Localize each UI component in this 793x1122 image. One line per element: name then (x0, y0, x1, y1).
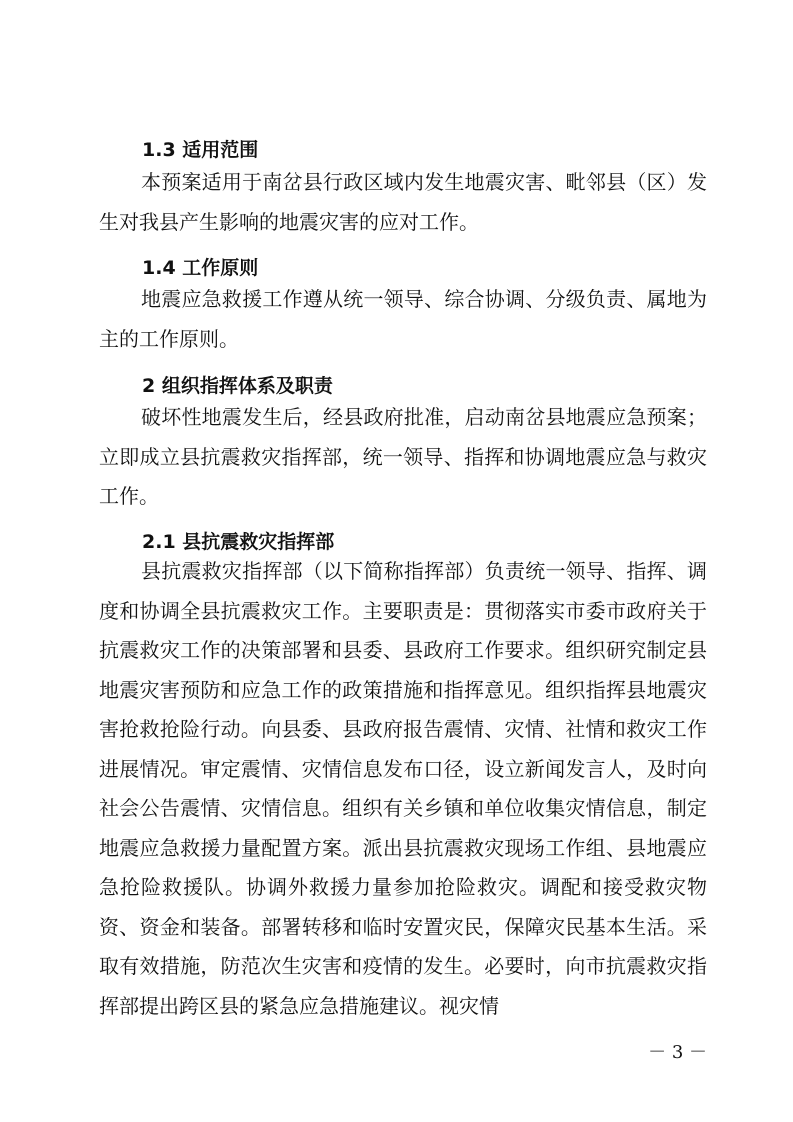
section-body-1-3: 本预案适用于南岔县行政区域内发生地震灾害、毗邻县（区）发生对我县产生影响的地震灾害的应对工作。 (99, 170, 707, 234)
section-body-2: 破坏性地震发生后，经县政府批准，启动南岔县地震应急预案；立即成立县抗震救灾指挥部，统一领导、指挥和协调地震应急与救灾工作。 (99, 405, 707, 508)
section-body-1-4: 地震应急救援工作遵从统一领导、综合协调、分级负责、属地为主的工作原则。 (99, 287, 707, 351)
section-body-2-1: 县抗震救灾指挥部（以下简称指挥部）负责统一领导、指挥、调度和协调全县抗震救灾工作。主要职责是：贯彻落实市委市政府关于抗震救灾工作的决策部署和县委、县政府工作要求。组织研究制定县地震灾害预防和应急工作的政策措施和指挥意见。组织指挥县地震灾害抢救抢险行动。向县委、县政府报告震情、灾情、社情和救灾工作进展情况。审定震情、灾情信息发布口径，设立新闻发言人，及时向社会公告震情、灾情信息。组织有关乡镇和单位收集灾情信息，制定地震应急救援力量配置方案。派出县抗震救灾现场工作组、县地震应急抢险救援队。协调外救援力量参加抢险救灾。调配和接受救灾物资、资金和装备。部署转移和临时安置灾民，保障灾民基本生活。采取有效措施，防范次生灾害和疫情的发生。必要时，向市抗震救灾指挥部提出跨区县的紧急应急措施建议。视灾情 (99, 559, 707, 1018)
section-heading-2: 2 组织指挥体系及职责 (142, 375, 333, 397)
section-heading-1-4: 1.4 工作原则 (142, 257, 259, 279)
page-number: － 3 － (648, 1042, 707, 1063)
section-heading-1-3: 1.3 适用范围 (142, 139, 259, 161)
section-heading-2-1: 2.1 县抗震救灾指挥部 (142, 531, 335, 553)
